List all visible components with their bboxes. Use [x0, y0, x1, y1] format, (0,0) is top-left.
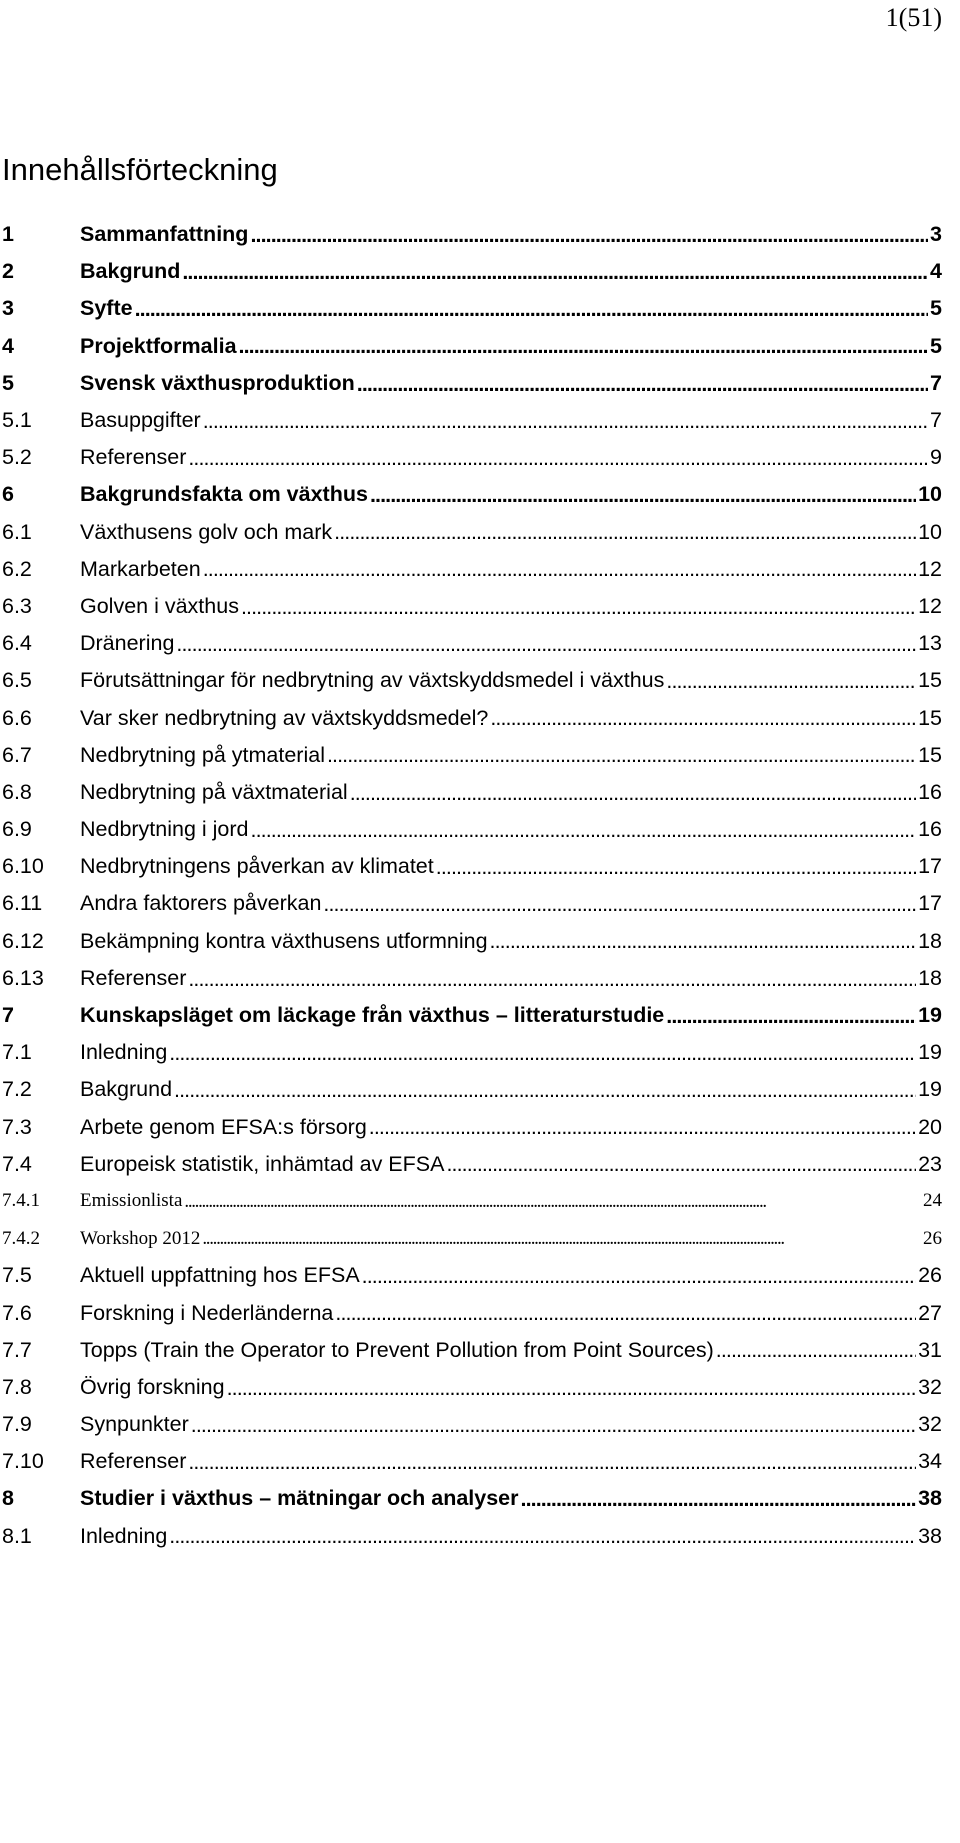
- dot-leader: [436, 856, 916, 878]
- toc-entry-link[interactable]: Bakgrundsfakta om växthus: [80, 482, 368, 507]
- toc-entry-link[interactable]: Bakgrund: [80, 259, 181, 284]
- toc-entry-page: 10: [918, 482, 942, 507]
- toc-entry-number: 7.1: [2, 1040, 32, 1065]
- toc-entry-link[interactable]: Syfte: [80, 296, 133, 321]
- toc-entry[interactable]: [2, 1257, 942, 1294]
- dot-leader: [250, 224, 928, 246]
- toc-entry-page: 4: [930, 259, 942, 284]
- dot-leader: [370, 484, 916, 506]
- toc-entry-page: 9: [930, 445, 942, 470]
- toc-entry-page: 17: [918, 854, 942, 879]
- toc-entry[interactable]: [2, 1034, 942, 1071]
- toc-entry[interactable]: [2, 439, 942, 476]
- toc-entry-link[interactable]: Förutsättningar för nedbrytning av växtskyddsmedel i växthus: [80, 668, 665, 693]
- dot-leader: [203, 559, 916, 581]
- toc-entry-number: 6.2: [2, 556, 32, 581]
- toc-entry[interactable]: [2, 588, 942, 625]
- dot-leader: [666, 670, 916, 692]
- toc-entry-number: 5: [2, 370, 14, 395]
- toc-entry-number: 6.13: [2, 965, 44, 990]
- toc-entry-link[interactable]: Nedbrytningens påverkan av klimatet: [80, 854, 434, 879]
- dot-leader: [716, 1339, 916, 1361]
- toc-entry-page: 19: [918, 1003, 942, 1028]
- toc-entry-link[interactable]: Sammanfattning: [80, 222, 249, 247]
- toc-entry[interactable]: [2, 514, 942, 551]
- dot-leader: [357, 373, 928, 395]
- dot-leader: [335, 1302, 916, 1324]
- dot-leader: [327, 744, 916, 766]
- toc-entry-page: 38: [918, 1523, 942, 1548]
- toc-entry-link[interactable]: Basuppgifter: [80, 408, 201, 433]
- toc-entry-link[interactable]: Studier i växthus – mätningar och analyser: [80, 1486, 519, 1511]
- dot-leader: [227, 1377, 916, 1399]
- toc-entry-number: 6.5: [2, 668, 32, 693]
- toc-entry-link[interactable]: Synpunkter: [80, 1412, 189, 1437]
- toc-entry[interactable]: [2, 290, 942, 327]
- toc-entry-number: 7.8: [2, 1374, 32, 1399]
- toc-entry-link[interactable]: Projektformalia: [80, 333, 237, 358]
- toc-entry-link[interactable]: Golven i växthus: [80, 593, 239, 618]
- toc-entry-number: 6.1: [2, 519, 32, 544]
- page-number: 1(51): [885, 3, 942, 32]
- toc-entry[interactable]: [2, 365, 942, 402]
- toc-entry-page: 7: [930, 408, 942, 433]
- toc-entry-number: 7.4.2: [2, 1227, 40, 1249]
- toc-entry-link[interactable]: Nedbrytning på ytmaterial: [80, 742, 325, 767]
- toc-entry-number: 6.9: [2, 817, 32, 842]
- toc-entry[interactable]: [2, 476, 942, 513]
- toc-entry-page: 34: [918, 1449, 942, 1474]
- toc-entry-number: 7.7: [2, 1337, 32, 1362]
- toc-entry-link[interactable]: Bekämpning kontra växthusens utformning: [80, 928, 488, 953]
- toc-entry-number: 6.8: [2, 779, 32, 804]
- toc-entry-link[interactable]: Referenser: [80, 1449, 187, 1474]
- toc-entry[interactable]: [2, 253, 942, 290]
- dot-leader: [176, 633, 916, 655]
- toc-entry-number: 7.5: [2, 1263, 32, 1288]
- toc-heading: Innehållsförteckning: [2, 152, 278, 187]
- toc-entry-page: 18: [918, 928, 942, 953]
- dot-leader: [446, 1154, 916, 1176]
- toc-entry-number: 1: [2, 222, 14, 247]
- toc-entry-page: 19: [918, 1040, 942, 1065]
- toc-entry[interactable]: [2, 328, 942, 365]
- dot-leader: [188, 968, 916, 990]
- toc-entry-number: 8.1: [2, 1523, 32, 1548]
- toc-entry[interactable]: [2, 774, 942, 811]
- toc-entry-link[interactable]: Andra faktorers påverkan: [80, 891, 322, 916]
- toc-entry-page: 12: [918, 593, 942, 618]
- toc-entry-page: 15: [918, 705, 942, 730]
- toc-entry-number: 4: [2, 333, 14, 358]
- toc-entry[interactable]: [2, 737, 942, 774]
- dot-leader: [202, 1229, 921, 1248]
- dot-leader: [174, 1079, 916, 1101]
- dot-leader: [666, 1005, 916, 1027]
- toc-entry-page: 27: [918, 1300, 942, 1325]
- toc-entry-link[interactable]: Inledning: [80, 1040, 168, 1065]
- toc-entry[interactable]: [2, 997, 942, 1034]
- toc-entry-page: 24: [923, 1190, 942, 1212]
- dot-leader: [369, 1116, 916, 1138]
- toc-entry-link[interactable]: Workshop 2012: [80, 1227, 201, 1249]
- toc-entry-number: 6.10: [2, 854, 44, 879]
- toc-entry[interactable]: [2, 1332, 942, 1369]
- toc-entry[interactable]: [2, 1183, 942, 1220]
- toc-entry-link[interactable]: Övrig forskning: [80, 1374, 225, 1399]
- toc-entry-number: 6.7: [2, 742, 32, 767]
- toc-entry-number: 7.9: [2, 1412, 32, 1437]
- toc-entry-page: 26: [918, 1263, 942, 1288]
- toc-entry[interactable]: [2, 1518, 942, 1555]
- toc-entry-page: 18: [918, 965, 942, 990]
- toc-entry-link[interactable]: Topps (Train the Operator to Prevent Pollution from Point Sources): [80, 1337, 714, 1362]
- toc-entry-link[interactable]: Markarbeten: [80, 556, 201, 581]
- toc-entry-page: 10: [918, 519, 942, 544]
- toc-entry[interactable]: [2, 960, 942, 997]
- toc-entry[interactable]: [2, 551, 942, 588]
- toc-entry-link[interactable]: Dränering: [80, 631, 175, 656]
- dot-leader: [169, 1525, 916, 1547]
- toc-entry-number: 6.6: [2, 705, 32, 730]
- toc-entry-link[interactable]: Kunskapsläget om läckage från växthus – litteraturstudie: [80, 1003, 665, 1028]
- toc-entry-link[interactable]: Referenser: [80, 965, 187, 990]
- dot-leader: [239, 335, 929, 357]
- toc-entry-number: 3: [2, 296, 14, 321]
- dot-leader: [135, 298, 928, 320]
- toc-entry-link[interactable]: Forskning i Nederländerna: [80, 1300, 334, 1325]
- toc-entry-number: 7.4.1: [2, 1190, 40, 1212]
- toc-entry-number: 6.3: [2, 593, 32, 618]
- toc-entry[interactable]: [2, 811, 942, 848]
- toc-entry[interactable]: [2, 662, 942, 699]
- toc-entry-link[interactable]: Inledning: [80, 1523, 168, 1548]
- toc-entry-page: 7: [930, 370, 942, 395]
- dot-leader: [350, 782, 916, 804]
- toc-entry[interactable]: [2, 848, 942, 885]
- toc-entry-page: 3: [930, 222, 942, 247]
- toc-entry[interactable]: [2, 923, 942, 960]
- toc-entry[interactable]: [2, 1220, 942, 1257]
- dot-leader: [334, 521, 916, 543]
- toc-entry-link[interactable]: Emissionlista: [80, 1190, 183, 1212]
- dot-leader: [191, 1414, 916, 1436]
- dot-leader: [323, 893, 916, 915]
- toc-entry-page: 38: [918, 1486, 942, 1511]
- toc-entry[interactable]: [2, 1071, 942, 1108]
- toc-entry-number: 5.2: [2, 445, 32, 470]
- toc-entry-link[interactable]: Europeisk statistik, inhämtad av EFSA: [80, 1151, 445, 1176]
- toc-entry-page: 16: [918, 779, 942, 804]
- toc-entry-page: 32: [918, 1374, 942, 1399]
- toc-entry-page: 13: [918, 631, 942, 656]
- toc-entry[interactable]: [2, 1406, 942, 1443]
- toc-entry-link[interactable]: Växthusens golv och mark: [80, 519, 333, 544]
- dot-leader: [184, 1192, 921, 1211]
- toc-entry[interactable]: [2, 1480, 942, 1517]
- toc-entry-number: 2: [2, 259, 14, 284]
- toc-entry-number: 8: [2, 1486, 14, 1511]
- toc-entry-link[interactable]: Var sker nedbrytning av växtskyddsmedel?: [80, 705, 489, 730]
- toc-entry[interactable]: [2, 1109, 942, 1146]
- toc-entry-link[interactable]: Arbete genom EFSA:s försorg: [80, 1114, 367, 1139]
- toc-entry[interactable]: [2, 1369, 942, 1406]
- toc-entry-number: 7.3: [2, 1114, 32, 1139]
- toc-entry-page: 5: [930, 296, 942, 321]
- toc-entry-link[interactable]: Svensk växthusproduktion: [80, 370, 355, 395]
- dot-leader: [490, 707, 916, 729]
- dot-leader: [169, 1042, 916, 1064]
- toc-entry-number: 7: [2, 1003, 14, 1028]
- toc-entry[interactable]: [2, 625, 942, 662]
- dot-leader: [203, 410, 928, 432]
- toc-entry-number: 7.6: [2, 1300, 32, 1325]
- dot-leader: [188, 1451, 916, 1473]
- toc-entry-page: 26: [923, 1227, 942, 1249]
- toc-entry-number: 6.4: [2, 631, 32, 656]
- toc-entry-link[interactable]: Referenser: [80, 445, 187, 470]
- dot-leader: [521, 1488, 917, 1510]
- dot-leader: [182, 261, 928, 283]
- dot-leader: [362, 1265, 916, 1287]
- toc-entry-page: 15: [918, 668, 942, 693]
- toc-entry-page: 15: [918, 742, 942, 767]
- toc-entry-number: 7.2: [2, 1077, 32, 1102]
- toc-entry-link[interactable]: Bakgrund: [80, 1077, 173, 1102]
- table-of-contents: [2, 216, 942, 1555]
- dot-leader: [251, 819, 917, 841]
- toc-entry-number: 7.10: [2, 1449, 44, 1474]
- toc-entry-page: 23: [918, 1151, 942, 1176]
- toc-entry-link[interactable]: Nedbrytning i jord: [80, 817, 249, 842]
- toc-entry-page: 12: [918, 556, 942, 581]
- toc-entry-number: 6.12: [2, 928, 44, 953]
- toc-entry-link[interactable]: Nedbrytning på växtmaterial: [80, 779, 348, 804]
- toc-entry-page: 32: [918, 1412, 942, 1437]
- toc-entry-number: 5.1: [2, 408, 32, 433]
- toc-entry-page: 31: [918, 1337, 942, 1362]
- toc-entry-page: 5: [930, 333, 942, 358]
- toc-entry-page: 20: [918, 1114, 942, 1139]
- dot-leader: [490, 930, 917, 952]
- toc-entry[interactable]: [2, 1146, 942, 1183]
- toc-entry-link[interactable]: Aktuell uppfattning hos EFSA: [80, 1263, 360, 1288]
- toc-entry[interactable]: [2, 699, 942, 736]
- dot-leader: [241, 596, 916, 618]
- toc-entry[interactable]: [2, 216, 942, 253]
- toc-entry-page: 17: [918, 891, 942, 916]
- toc-entry[interactable]: [2, 402, 942, 439]
- toc-entry-page: 19: [918, 1077, 942, 1102]
- toc-entry[interactable]: [2, 1443, 942, 1480]
- toc-entry-number: 7.4: [2, 1151, 32, 1176]
- toc-entry-page: 16: [918, 817, 942, 842]
- dot-leader: [188, 447, 928, 469]
- toc-entry[interactable]: [2, 885, 942, 922]
- toc-entry[interactable]: [2, 1294, 942, 1331]
- toc-entry-number: 6: [2, 482, 14, 507]
- toc-entry-number: 6.11: [2, 891, 43, 916]
